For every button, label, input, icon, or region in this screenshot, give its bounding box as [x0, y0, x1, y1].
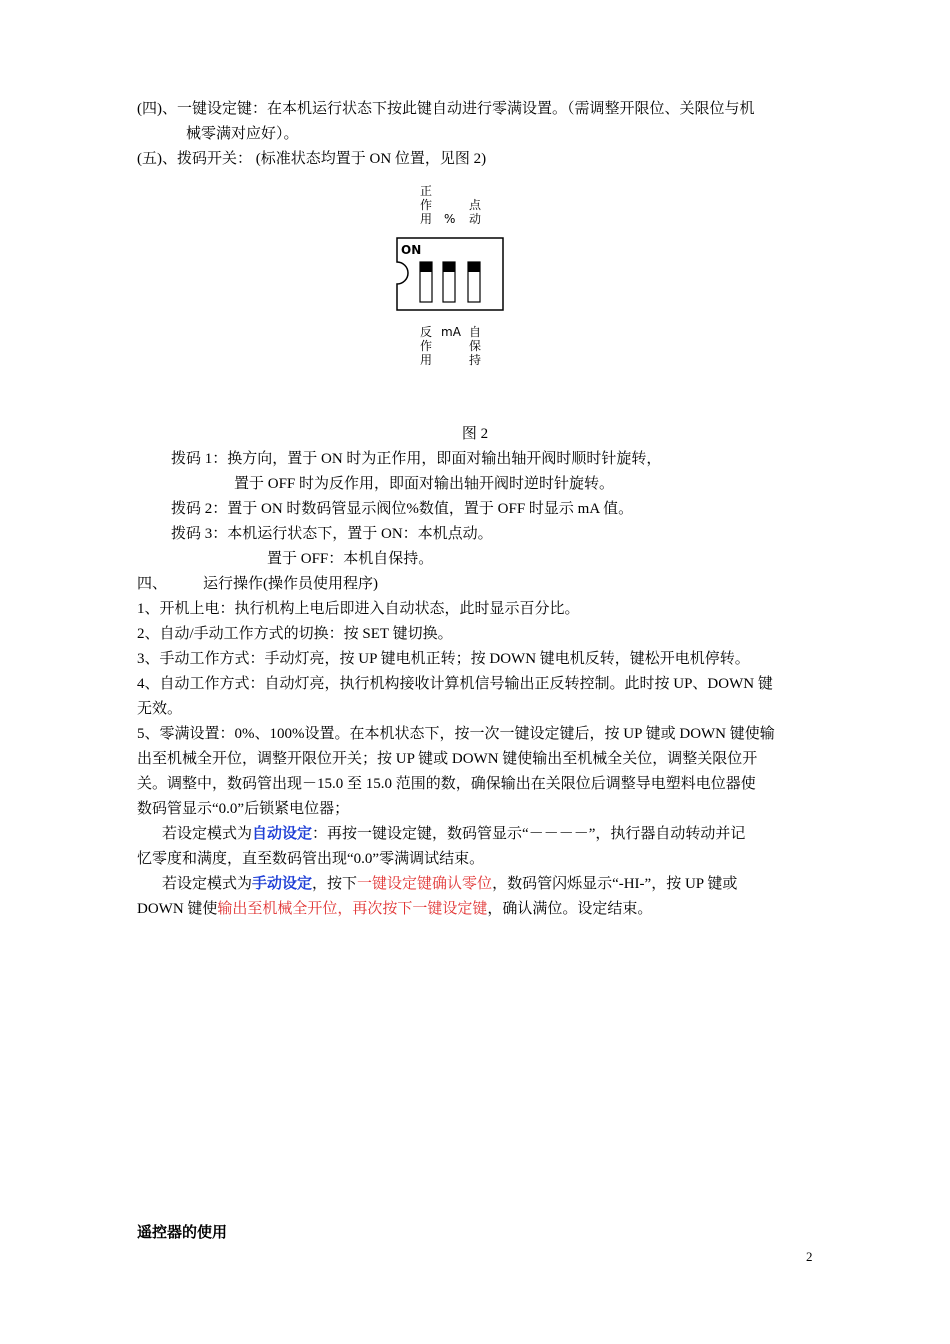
bottom-label-5: 自	[469, 325, 482, 339]
bottom-label-3: 用	[420, 353, 433, 367]
step-4-cont: 无效。	[137, 701, 183, 717]
manual-setting-cont-text: ，确认满位。设定结束。	[487, 901, 653, 917]
figure-caption: 图 2	[461, 426, 489, 442]
dip1-description-cont: 置于 OFF 时为反作用，即面对输出轴开阀时逆时针旋转。	[234, 476, 615, 492]
step-4: 4、自动工作方式：自动灯亮，执行机构接收计算机信号输出正反转控制。此时按 UP、DOWN 键	[137, 676, 773, 692]
page-number: 2	[806, 1249, 813, 1264]
top-label-5: 点	[469, 198, 482, 212]
top-label-6: 动	[469, 212, 482, 226]
auto-setting-paragraph	[162, 824, 745, 844]
dip-switch-1[interactable]	[420, 262, 432, 302]
item-one-key-setting-cont: 械零满对应好）。	[186, 126, 299, 142]
top-label-4: %	[444, 212, 456, 226]
dip2-description: 拨码 2：置于 ON 时数码管显示阀位%数值，置于 OFF 时显示 mA 值。	[171, 501, 634, 517]
top-label-2: 作	[420, 198, 433, 212]
manual-setting-text: ，数码管闪烁显示“-HI-”，按 UP 键或	[492, 876, 738, 892]
auto-setting-paragraph-cont: 忆零度和满度，直至数码管出现“0.0”零满调试结束。	[137, 851, 485, 867]
section-four-title: 运行操作(操作员使用程序)	[203, 576, 378, 592]
dip3-description-cont: 置于 OFF：本机自保持。	[267, 551, 434, 567]
step-5-cont-1: 出至机械全开位，调整开限位开关；按 UP 键或 DOWN 键使输出至机械全关位，调整关限位开	[137, 751, 758, 767]
bottom-label-2: 作	[420, 339, 433, 353]
auto-setting-mode: 自动设定	[252, 826, 313, 842]
step-3: 3、手动工作方式：手动灯亮，按 UP 键电机正转；按 DOWN 键电机反转，键松开电机停转。	[137, 651, 750, 667]
top-label-3: 用	[420, 212, 433, 226]
manual-setting-cont-prefix: DOWN 键使	[137, 901, 218, 917]
manual-setting-confirm-zero: 一键设定键确认零位	[357, 876, 493, 892]
item-one-key-setting: (四)、一键设定键：在本机运行状态下按此键自动进行零满设置。（需调整开限位、关限位与机	[137, 101, 755, 117]
dip3-description: 拨码 3：本机运行状态下，置于 ON：本机点动。	[171, 526, 493, 542]
dip-switch-figure	[380, 178, 510, 373]
auto-setting-text: ：再按一键设定键，数码管显示“－－－－”，执行器自动转动并记	[312, 826, 746, 842]
dip-switch-2[interactable]	[443, 262, 455, 302]
step-5-cont-3: 数码管显示“0.0”后锁紧电位器；	[137, 801, 350, 817]
manual-setting-mode: 手动设定	[252, 876, 313, 892]
bottom-label-1: 反	[420, 325, 433, 339]
item-dip-switch-heading: (五)、拨码开关： (标准状态均置于 ON 位置，见图 2)	[137, 151, 487, 167]
bottom-label-4: mA	[441, 325, 461, 339]
remote-control-heading: 遥控器的使用	[137, 1223, 228, 1241]
step-5: 5、零满设置：0%、100%设置。在本机状态下，按一次一键设定键后，按 UP 键或 DOWN 键使输	[137, 726, 775, 742]
manual-setting-mid: ，按下	[312, 876, 358, 892]
auto-setting-prefix: 若设定模式为	[162, 826, 253, 842]
on-label: ON	[401, 243, 422, 257]
step-5-cont-2: 关。调整中，数码管出现－15.0 至 15.0 范围的数，确保输出在关限位后调整导电塑料电位器使	[137, 776, 756, 792]
step-2: 2、自动/手动工作方式的切换：按 SET 键切换。	[137, 626, 453, 642]
dip-switch-3[interactable]	[468, 262, 480, 302]
bottom-label-7: 持	[469, 353, 482, 367]
manual-setting-full-open: 输出至机械全开位，再次按下一键设定键	[217, 901, 488, 917]
section-four-number: 四、	[137, 576, 168, 592]
manual-setting-prefix: 若设定模式为	[162, 876, 253, 892]
dip1-description: 拨码 1：换方向，置于 ON 时为正作用，即面对输出轴开阀时顺时针旋转，	[171, 451, 662, 467]
manual-setting-paragraph-cont	[137, 899, 652, 919]
manual-setting-paragraph	[162, 874, 737, 894]
top-label-1: 正	[420, 184, 433, 198]
step-1: 1、开机上电：执行机构上电后即进入自动状态，此时显示百分比。	[137, 601, 580, 617]
bottom-label-6: 保	[469, 339, 482, 353]
